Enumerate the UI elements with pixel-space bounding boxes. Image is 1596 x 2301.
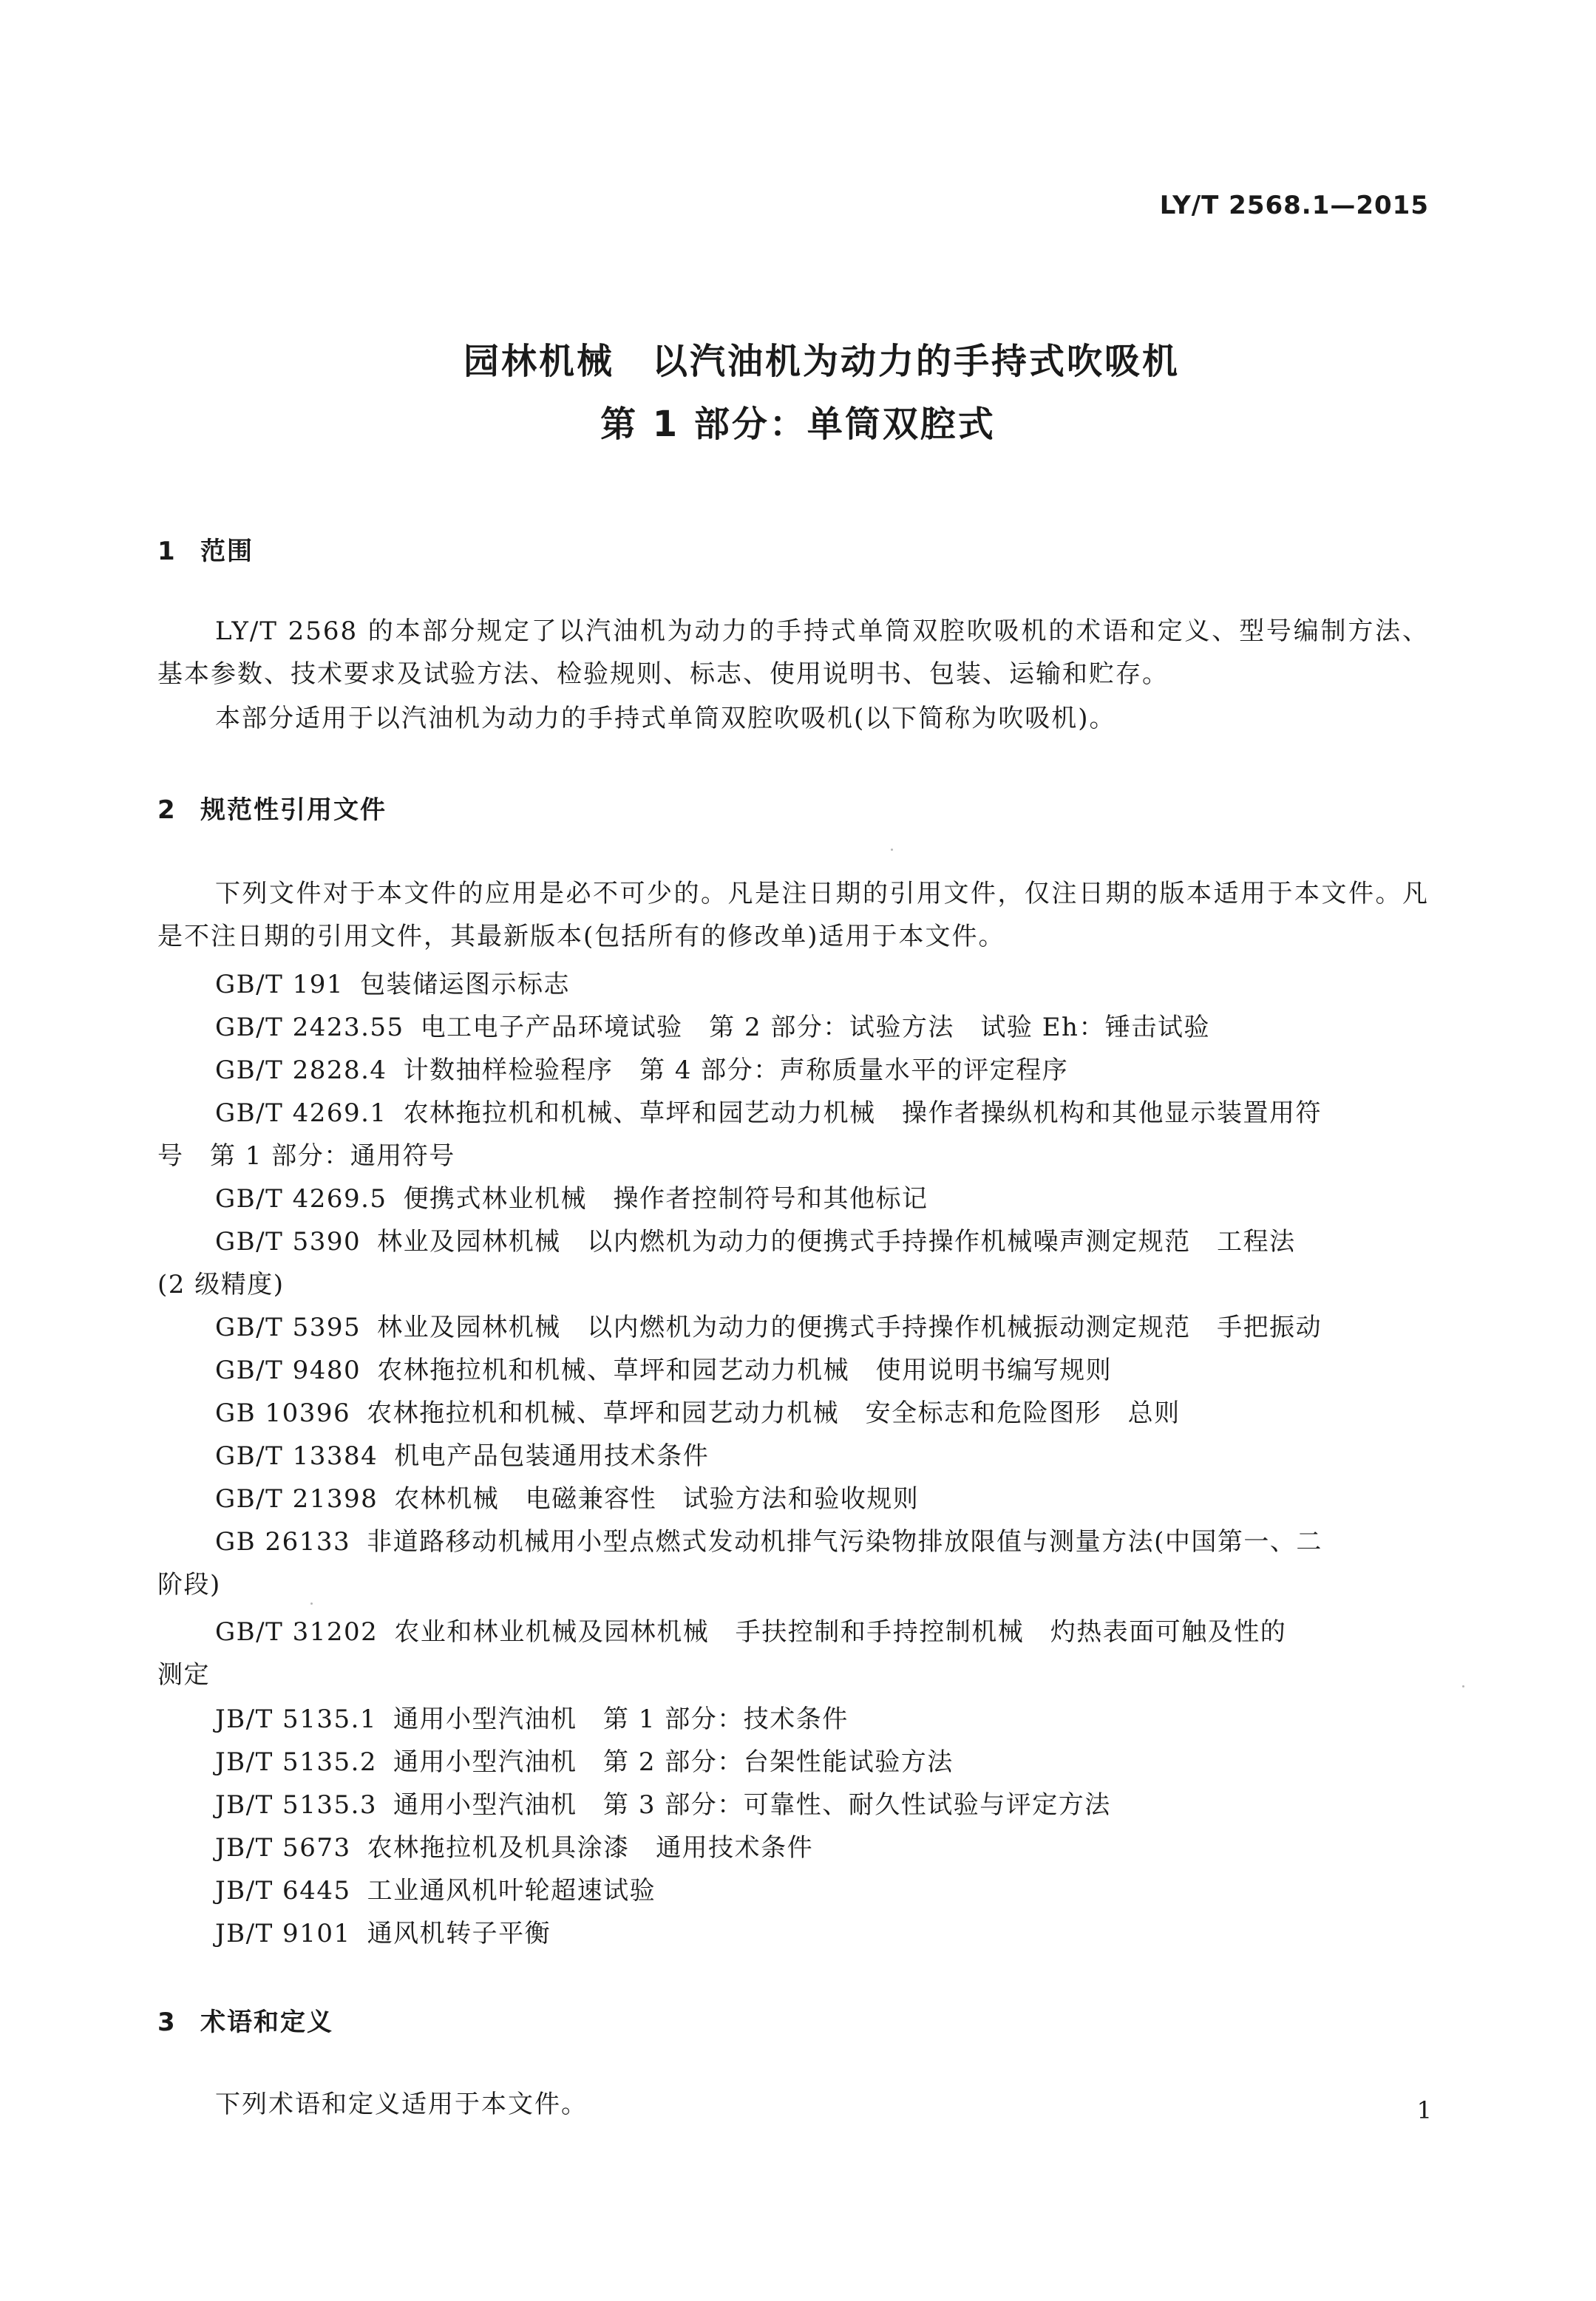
reference-code: JB/T 6445 — [215, 1876, 351, 1906]
standard-number: LY/T 2568.1—2015 — [1159, 191, 1429, 220]
reference-item — [215, 1827, 813, 1863]
reference-code: GB/T 2828.4 — [215, 1056, 387, 1085]
reference-item — [215, 1478, 919, 1515]
section-title: 规范性引用文件 — [200, 795, 387, 825]
reference-title: 农林拖拉机和机械、草坪和园艺动力机械 使用说明书编写规则 — [377, 1356, 1113, 1385]
section-number: 3 — [157, 2008, 177, 2037]
reference-item — [215, 1350, 1112, 1386]
reference-item — [215, 1307, 1322, 1343]
reference-code: GB/T 5395 — [215, 1313, 361, 1342]
reference-item — [215, 1393, 1181, 1429]
section-heading-terms-and-definitions — [157, 2002, 333, 2038]
reference-code: JB/T 9101 — [215, 1919, 351, 1948]
reference-title: 林业及园林机械 以内燃机为动力的便携式手持操作机械振动测定规范 手把振动 — [377, 1313, 1322, 1342]
reference-title: 农林机械 电磁兼容性 试验方法和验收规则 — [394, 1484, 920, 1514]
reference-title: 便携式林业机械 操作者控制符号和其他标记 — [403, 1184, 928, 1214]
scan-speck — [310, 1602, 313, 1605]
reference-title: 非道路移动机械用小型点燃式发动机排气污染物排放限值与测量方法(中国第一、二 — [367, 1527, 1322, 1557]
section-heading-scope — [157, 531, 254, 567]
section-title: 术语和定义 — [200, 2008, 333, 2037]
reference-continuation: 阶段) — [157, 1570, 221, 1600]
reference-continuation: (2 级精度) — [157, 1270, 285, 1299]
reference-item — [215, 964, 570, 1000]
reference-title: 农林拖拉机和机械、草坪和园艺动力机械 安全标志和危险图形 总则 — [367, 1398, 1181, 1428]
reference-item — [215, 1092, 1322, 1129]
reference-item — [215, 1611, 1286, 1648]
scan-speck — [891, 849, 893, 851]
reference-title: 计数抽样检验程序 第 4 部分：声称质量水平的评定程序 — [403, 1056, 1069, 1085]
reference-continuation: 号 第 1 部分：通用符号 — [157, 1141, 455, 1171]
normative-intro-paragraph: 下列文件对于本文件的应用是必不可少的。凡是注日期的引用文件，仅注日期的版本适用于本文件。凡是不注日期的引用文件，其最新版本(包括所有的修改单)适用于本文件。 — [157, 879, 1429, 951]
reference-code: GB/T 191 — [215, 970, 344, 999]
reference-code: GB/T 21398 — [215, 1484, 378, 1514]
reference-title: 通用小型汽油机 第 2 部分：台架性能试验方法 — [393, 1747, 954, 1777]
reference-title: 农林拖拉机和机械、草坪和园艺动力机械 操作者操纵机构和其他显示装置用符 — [403, 1098, 1322, 1128]
reference-code: GB/T 5390 — [215, 1227, 361, 1257]
terms-intro-paragraph: 下列术语和定义适用于本文件。 — [215, 2090, 588, 2119]
reference-code: GB/T 2423.55 — [215, 1013, 404, 1042]
reference-title: 包装储运图示标志 — [359, 970, 570, 999]
reference-code: JB/T 5135.2 — [215, 1747, 378, 1777]
page-number: 1 — [1416, 2096, 1432, 2124]
reference-code: GB/T 13384 — [215, 1441, 378, 1471]
reference-code: GB 26133 — [215, 1527, 351, 1557]
reference-code: GB 10396 — [215, 1398, 351, 1428]
reference-item — [215, 1699, 849, 1735]
scope-paragraph-1: LY/T 2568 的本部分规定了以汽油机为动力的手持式单筒双腔吹吸机的术语和定义、型号编制方法、基本参数、技术要求及试验方法、检验规则、标志、使用说明书、包装、运输和贮存。 — [157, 616, 1429, 689]
reference-item — [215, 1007, 1210, 1043]
reference-continuation: 测定 — [157, 1660, 210, 1690]
reference-item — [215, 1435, 709, 1472]
reference-item — [215, 1741, 954, 1778]
section-title: 范围 — [200, 537, 254, 566]
reference-item — [215, 1913, 551, 1949]
scope-paragraph-2: 本部分适用于以汽油机为动力的手持式单筒双腔吹吸机(以下简称为吹吸机)。 — [215, 704, 1116, 733]
reference-code: GB/T 4269.5 — [215, 1184, 387, 1214]
reference-item — [215, 1178, 928, 1214]
section-number: 2 — [157, 795, 177, 825]
reference-item — [215, 1521, 1322, 1557]
reference-code: GB/T 31202 — [215, 1617, 378, 1647]
section-number: 1 — [157, 537, 177, 566]
reference-title: 农业和林业机械及园林机械 手扶控制和手持控制机械 灼热表面可触及性的 — [394, 1617, 1287, 1647]
reference-title: 通用小型汽油机 第 3 部分：可靠性、耐久性试验与评定方法 — [393, 1790, 1111, 1820]
reference-item — [215, 1870, 656, 1906]
document-title-line-2: 第 1 部分：单筒双腔式 — [600, 404, 996, 445]
reference-code: GB/T 9480 — [215, 1356, 361, 1385]
reference-item — [215, 1221, 1296, 1257]
reference-title: 机电产品包装通用技术条件 — [394, 1441, 710, 1471]
reference-title: 通风机转子平衡 — [367, 1919, 551, 1948]
reference-code: JB/T 5135.3 — [215, 1790, 378, 1820]
reference-title: 林业及园林机械 以内燃机为动力的便携式手持操作机械噪声测定规范 工程法 — [377, 1227, 1296, 1257]
document-title-line-1: 园林机械 以汽油机为动力的手持式吹吸机 — [463, 341, 1180, 382]
reference-title: 工业通风机叶轮超速试验 — [367, 1876, 656, 1906]
scan-speck — [1462, 1685, 1464, 1687]
reference-code: JB/T 5135.1 — [215, 1704, 378, 1734]
reference-title: 电工电子产品环境试验 第 2 部分：试验方法 试验 Eh：锤击试验 — [420, 1013, 1210, 1042]
reference-code: GB/T 4269.1 — [215, 1098, 387, 1128]
reference-code: JB/T 5673 — [215, 1833, 351, 1863]
section-heading-normative-references — [157, 789, 387, 826]
reference-item — [215, 1784, 1111, 1821]
reference-title: 通用小型汽油机 第 1 部分：技术条件 — [393, 1704, 849, 1734]
reference-item — [215, 1050, 1068, 1086]
reference-title: 农林拖拉机及机具涂漆 通用技术条件 — [367, 1833, 814, 1863]
